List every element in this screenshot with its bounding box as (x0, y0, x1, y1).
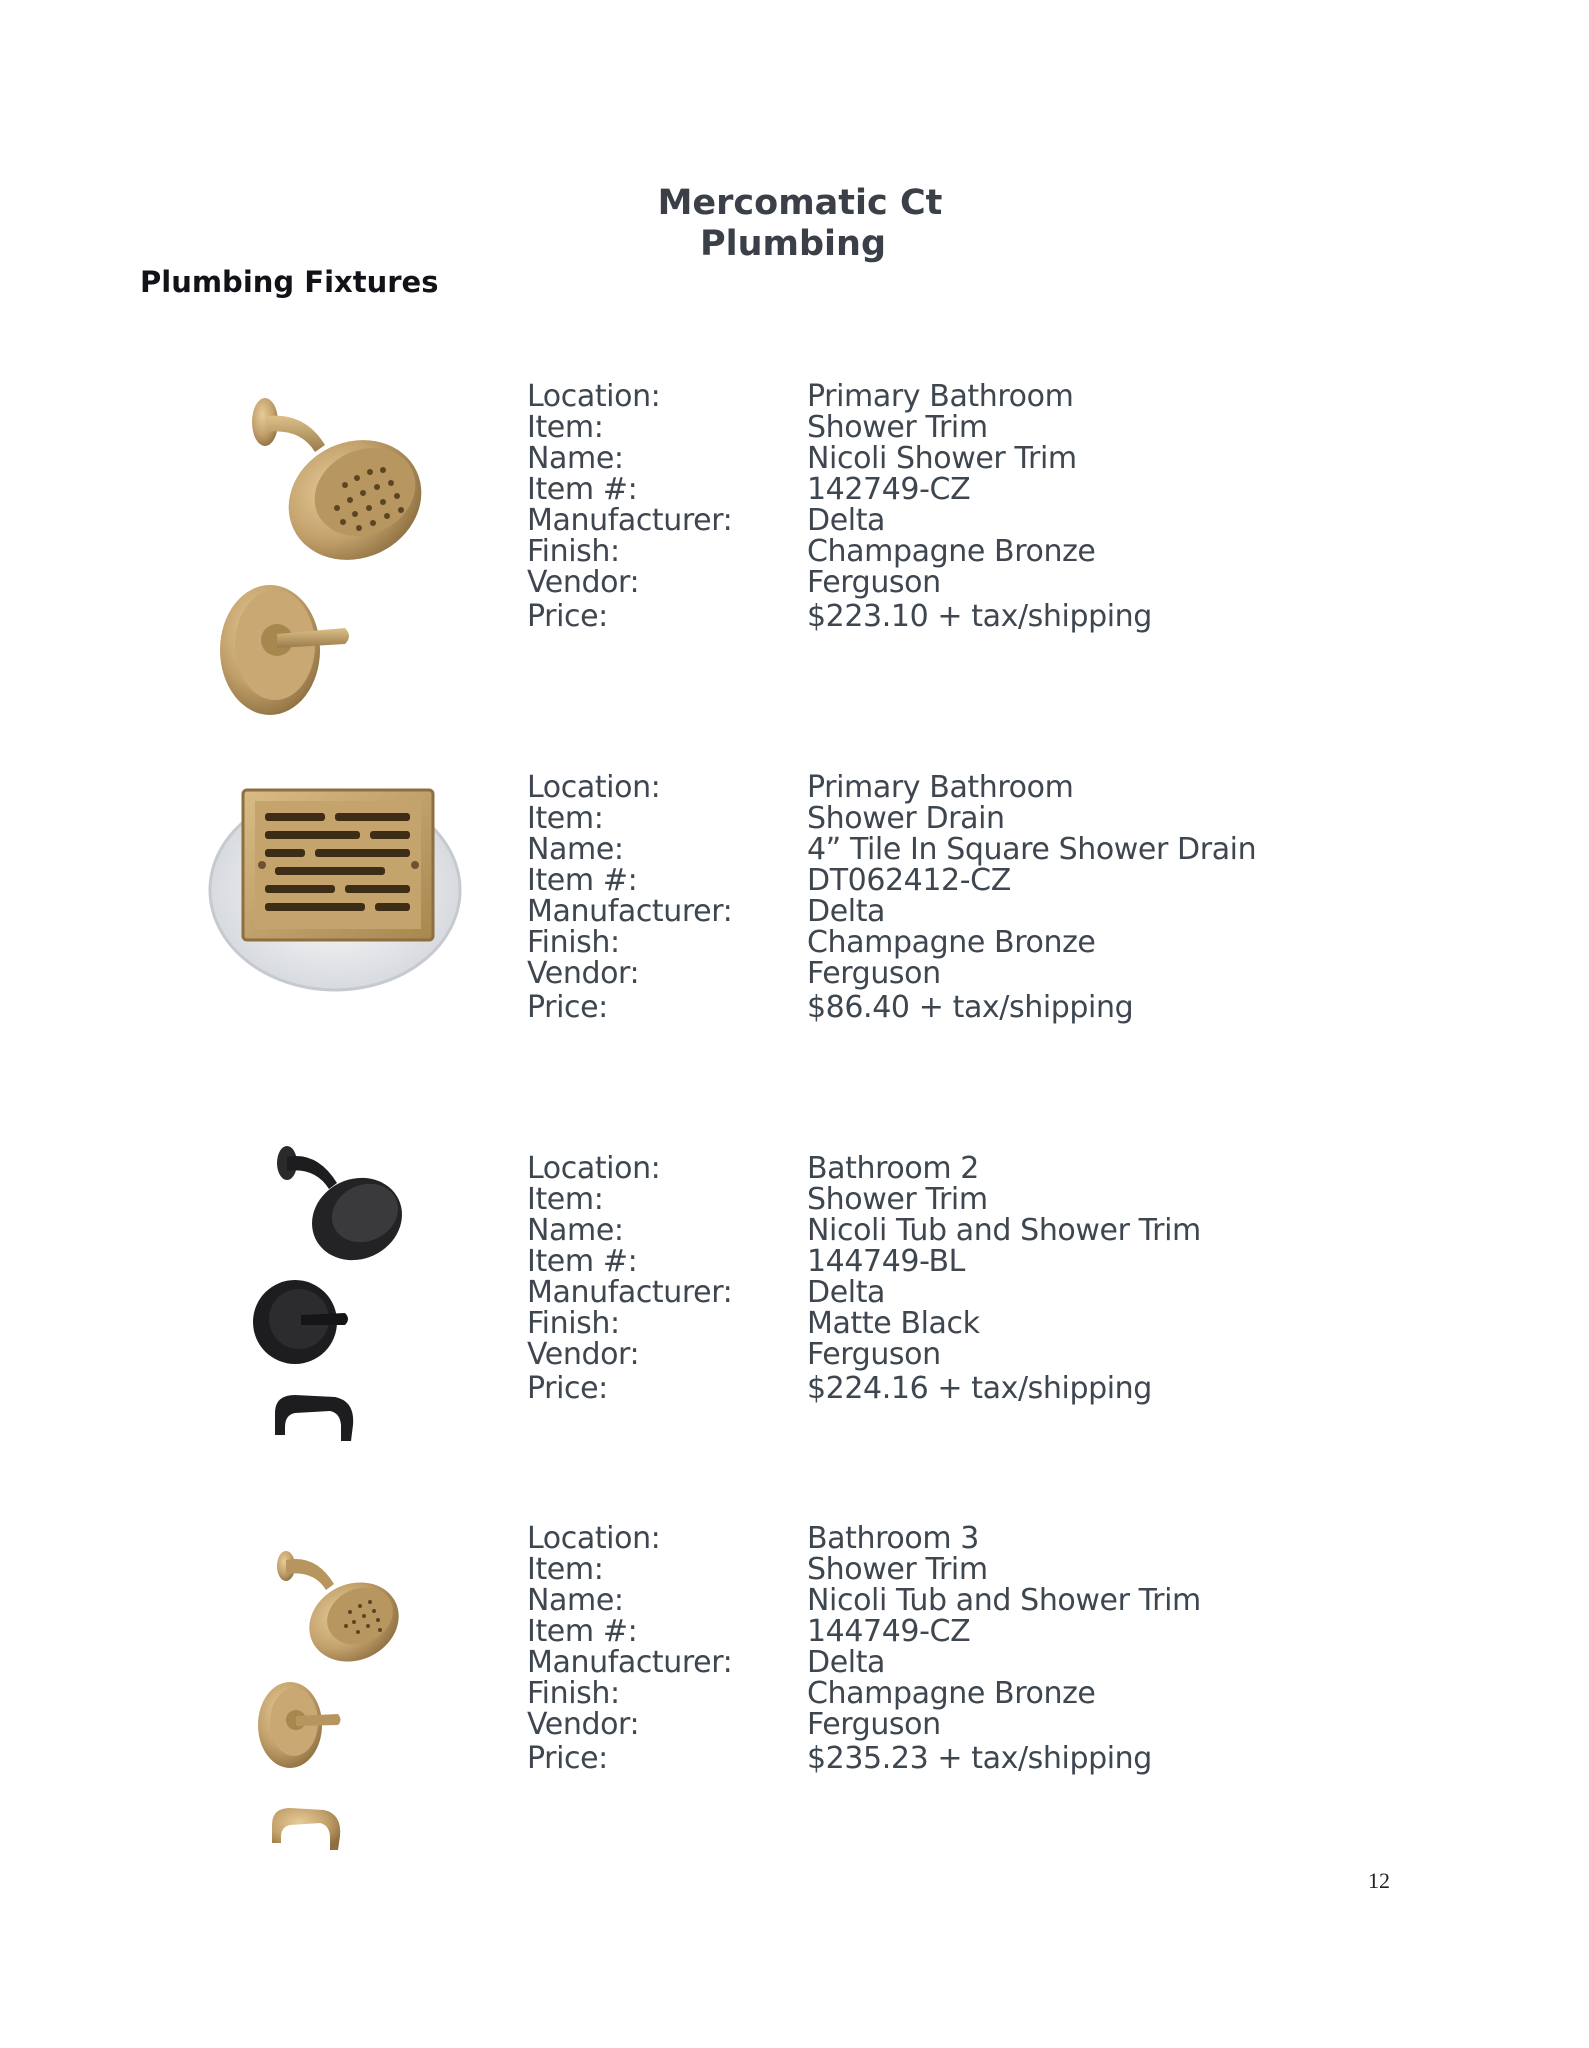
location-value: Primary Bathroom (807, 770, 1074, 805)
vendor-value: Ferguson (807, 956, 941, 991)
price-value: $235.23 + tax/shipping (807, 1741, 1152, 1776)
location-value: Bathroom 2 (807, 1151, 979, 1186)
valve-trim-icon (253, 1280, 348, 1364)
item-number-value: 142749-CZ (807, 472, 971, 507)
valve-trim-icon (258, 1682, 341, 1768)
item-number-value: 144749-BL (807, 1244, 965, 1279)
shower-trim-image (205, 390, 455, 720)
name-value: Nicoli Shower Trim (807, 441, 1077, 476)
page-title (0, 183, 1589, 265)
vendor-value: Ferguson (807, 565, 941, 600)
manufacturer-value: Delta (807, 1645, 886, 1680)
valve-trim-icon (220, 585, 349, 715)
finish-value: Matte Black (807, 1306, 980, 1341)
vendor-value: Ferguson (807, 1337, 941, 1372)
name-value: Nicoli Tub and Shower Trim (807, 1583, 1201, 1618)
item-number-value: DT062412-CZ (807, 863, 1011, 898)
vendor-value: Ferguson (807, 1707, 941, 1742)
title-line-1: Mercomatic Ct (657, 183, 943, 223)
page-number: 12 (1368, 1868, 1390, 1893)
finish-value: Champagne Bronze (807, 925, 1096, 960)
item-value: Shower Trim (807, 1552, 988, 1587)
location-value: Bathroom 3 (807, 1521, 979, 1556)
manufacturer-value: Delta (807, 503, 886, 538)
name-value: Nicoli Tub and Shower Trim (807, 1213, 1201, 1248)
manufacturer-value: Delta (807, 1275, 886, 1310)
tub-spout-icon (275, 1395, 353, 1441)
item-value: Shower Drain (807, 801, 1005, 836)
title-line-2: Plumbing (699, 224, 887, 264)
shower-drain-image (205, 785, 470, 1000)
section-title: Plumbing Fixtures (140, 265, 439, 299)
tub-shower-trim-image (250, 1550, 430, 1880)
manufacturer-value: Delta (807, 894, 886, 929)
price-value: $86.40 + tax/shipping (807, 990, 1134, 1025)
finish-value: Champagne Bronze (807, 1676, 1096, 1711)
finish-value: Champagne Bronze (807, 534, 1096, 569)
shower-head-icon (252, 398, 441, 581)
name-value: 4” Tile In Square Shower Drain (807, 832, 1257, 867)
price-value: $224.16 + tax/shipping (807, 1371, 1152, 1406)
tub-shower-trim-image (245, 1145, 425, 1475)
item-value: Shower Trim (807, 410, 988, 445)
shower-head-icon (277, 1551, 412, 1676)
tub-spout-icon (272, 1808, 340, 1850)
shower-head-icon (277, 1146, 416, 1275)
item-number-value: 144749-CZ (807, 1614, 971, 1649)
location-value: Primary Bathroom (807, 379, 1074, 414)
price-value: $223.10 + tax/shipping (807, 599, 1152, 634)
item-value: Shower Trim (807, 1182, 988, 1217)
